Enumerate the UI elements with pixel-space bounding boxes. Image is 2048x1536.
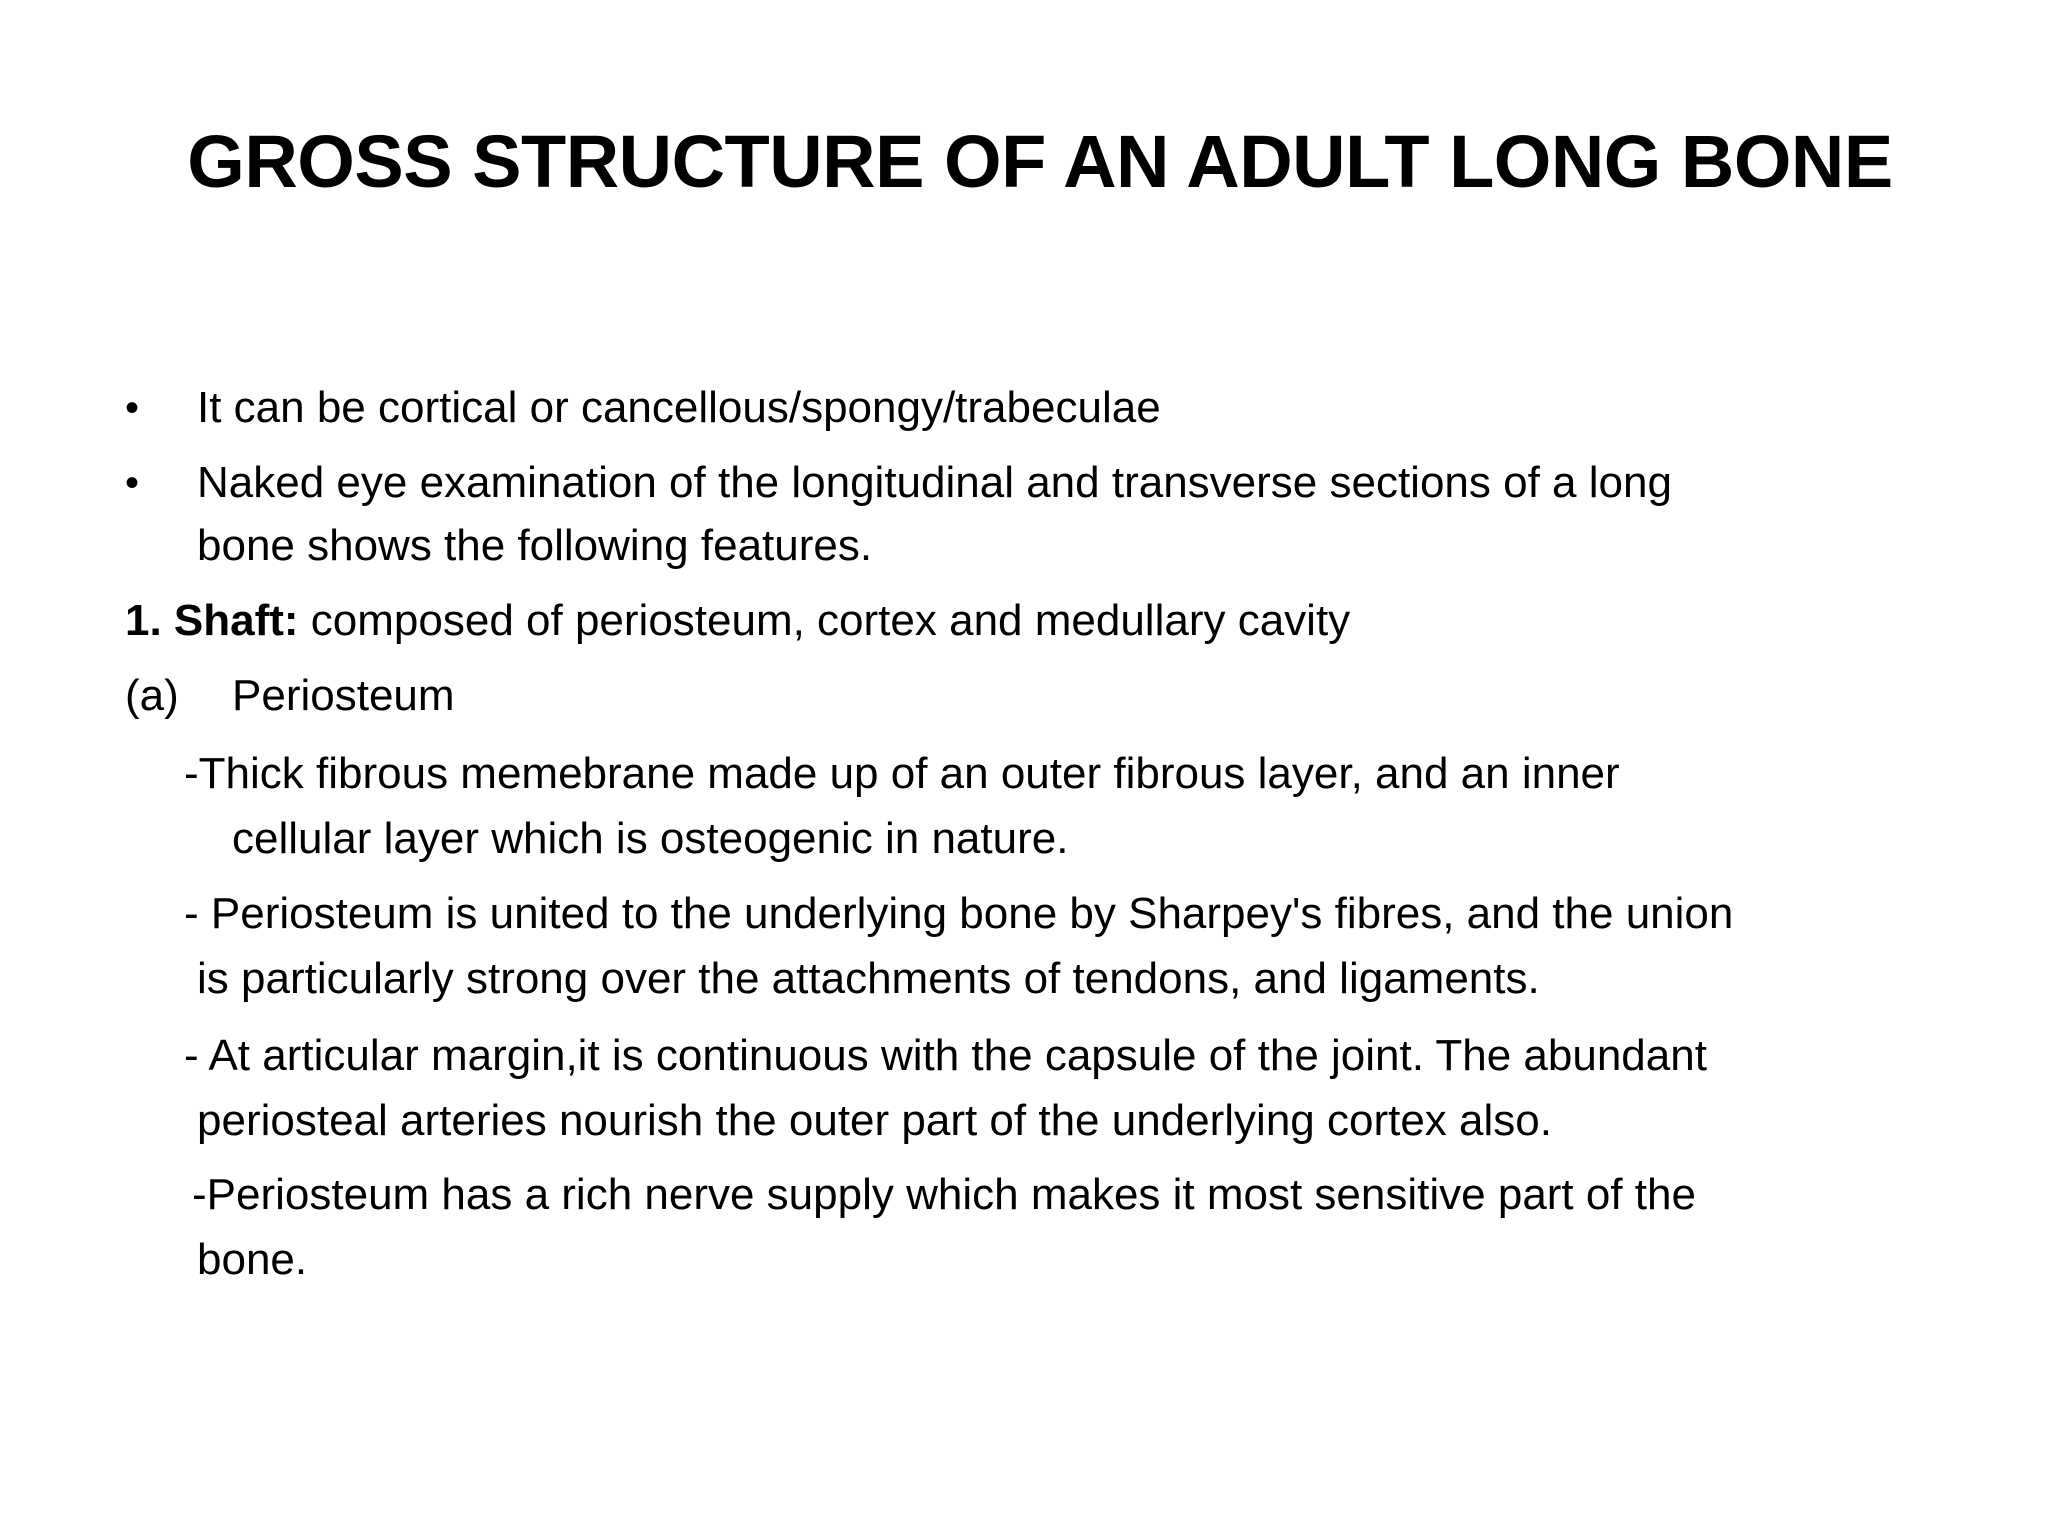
shaft-label: 1. Shaft:	[125, 596, 299, 645]
paragraph-line: -Thick fibrous memebrane made up of an outer fibrous layer, and an inner	[184, 749, 1620, 798]
paragraph-line: - At articular margin,it is continuous with the capsule of the joint. The abundant	[184, 1031, 1707, 1080]
paragraph-line: - Periosteum is united to the underlying bone by Sharpey's fibres, and the union	[184, 889, 1734, 938]
shaft-line	[125, 593, 1350, 649]
paragraph-line: bone.	[197, 1235, 308, 1284]
bullet-marker: •	[125, 461, 140, 505]
slide-title: GROSS STRUCTURE OF AN ADULT LONG BONE	[187, 120, 1893, 203]
bullet-text: It can be cortical or cancellous/spongy/trabeculae	[197, 383, 1161, 432]
paragraph-line: -Periosteum has a rich nerve supply which makes it most sensitive part of the	[192, 1170, 1696, 1219]
bullet-text: Naked eye examination of the longitudinal and transverse sections of a long	[197, 458, 1672, 507]
paragraph-line: periosteal arteries nourish the outer part of the underlying cortex also.	[197, 1096, 1552, 1145]
bullet-marker: •	[125, 386, 140, 430]
sub-heading-marker: (a)	[125, 671, 179, 720]
paragraph-line: cellular layer which is osteogenic in nature.	[232, 814, 1069, 863]
shaft-text: composed of periosteum, cortex and medullary cavity	[298, 596, 1351, 645]
bullet-text: bone shows the following features.	[197, 521, 873, 570]
sub-heading-text: Periosteum	[232, 671, 455, 720]
paragraph-line: is particularly strong over the attachments of tendons, and ligaments.	[197, 954, 1540, 1003]
